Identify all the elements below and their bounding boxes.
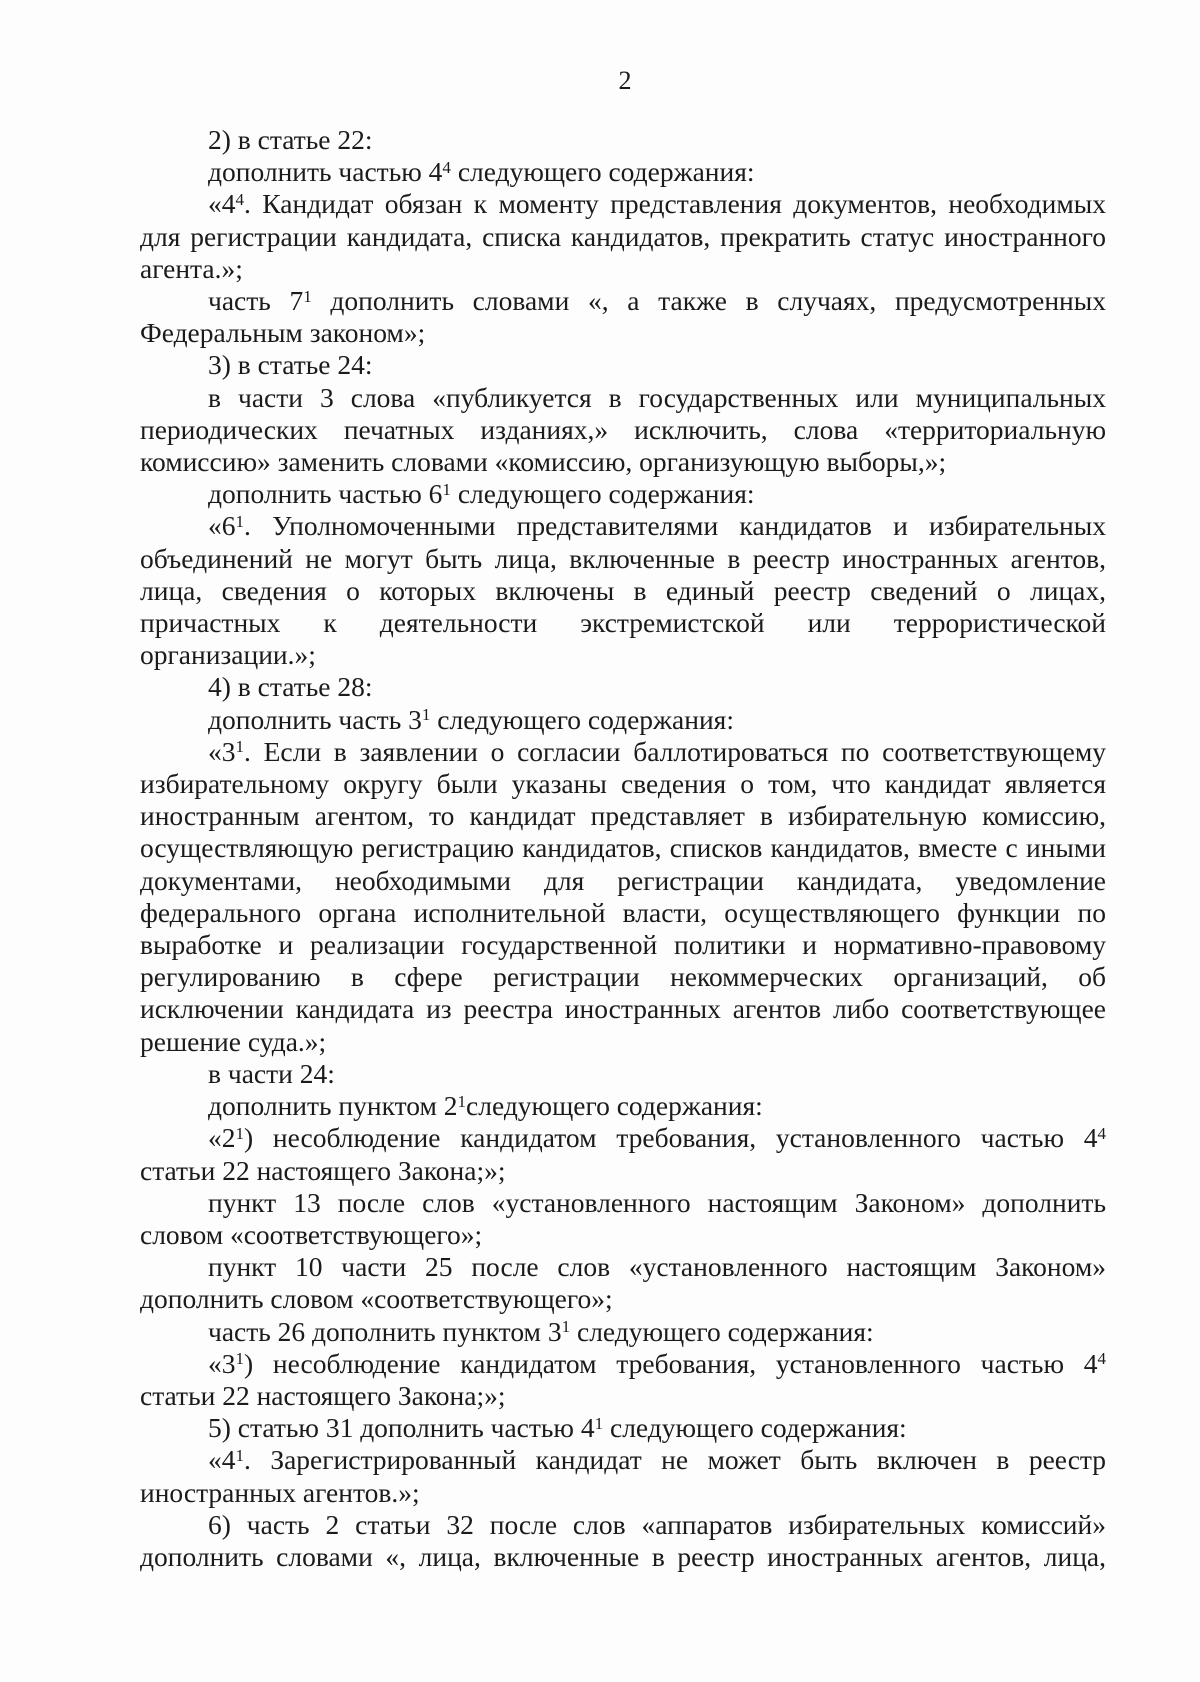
paragraph — [140, 156, 1106, 188]
paragraph-text: . Если в заявлении о согласии баллотироваться по соответствующему избирательному округу были указаны сведения о том, что кандидат является иностранным агентом, то кандидат представляет в избирательную комиссию, осуществляющую регистрацию кандидатов, списков кандидатов, вместе с иными документами, необходимыми для регистрации кандидата, уведомление федерального органа исполнительной власти, осуществляющего функции по выработке и реализации государственной политики и нормативно-правовому регулированию в сфере регистрации некоммерческих организаций, об исключении кандидата из реестра иностранных агентов либо соответствующее решение суда.»; — [140, 735, 1106, 1057]
paragraph — [140, 478, 1106, 510]
page-number: 2 — [618, 66, 632, 95]
superscript-index: 1 — [594, 1413, 604, 1433]
paragraph-text: ) несоблюдение кандидатом требования, установленного частью 4 — [244, 1122, 1098, 1154]
superscript-index: 1 — [235, 737, 245, 757]
document-body — [140, 124, 1106, 1573]
paragraph-text: дополнить частью 4 — [208, 156, 443, 188]
paragraph — [140, 1412, 1106, 1444]
paragraph-text: следующего содержания: — [450, 478, 755, 510]
paragraph — [140, 1509, 1106, 1573]
superscript-index: 1 — [457, 1091, 467, 1111]
paragraph-text: «3 — [208, 1347, 236, 1379]
paragraph — [140, 1444, 1106, 1508]
paragraph-text: пункт 10 части 25 после слов «установленного настоящим Законом» дополнить словом «соответствующего»; — [140, 1251, 1106, 1315]
paragraph-text: 5) статью 31 дополнить частью 4 — [208, 1412, 595, 1444]
paragraph — [140, 1122, 1106, 1186]
superscript-index: 1 — [421, 705, 431, 725]
superscript-index: 1 — [303, 286, 312, 306]
superscript-index: 1 — [235, 511, 245, 531]
superscript-index: 1 — [235, 1349, 245, 1369]
paragraph — [140, 285, 1106, 349]
paragraph — [140, 704, 1106, 736]
paragraph-text: пункт 13 после слов «установленного настоящим Законом» дополнить словом «соответствующего»; — [140, 1186, 1106, 1250]
paragraph — [140, 671, 1106, 703]
paragraph — [140, 124, 1106, 156]
paragraph-text: следующего содержания: — [466, 1090, 763, 1122]
superscript-index: 4 — [1097, 1123, 1106, 1143]
superscript-index: 4 — [442, 157, 451, 177]
paragraph — [140, 188, 1106, 285]
paragraph-text: . Кандидат обязан к моменту представления документов, необходимых для регистрации кандидата, списка кандидатов, прекратить статус иностранного агента.»; — [140, 188, 1106, 284]
paragraph-text: в части 24: — [208, 1057, 335, 1089]
paragraph-text: 4) в статье 28: — [208, 671, 373, 703]
superscript-index: 4 — [235, 189, 245, 209]
superscript-index: 1 — [235, 1123, 245, 1143]
paragraph — [140, 1251, 1106, 1315]
paragraph — [140, 349, 1106, 381]
paragraph-text: следующего содержания: — [450, 156, 755, 188]
paragraph-text: 2) в статье 22: — [208, 124, 373, 155]
paragraph-text: в части 3 слова «публикуется в государственных или муниципальных периодических печатных изданиях,» исключить, слова «территориальную комиссию» заменить словами «комиссию, организующую выборы,»; — [140, 381, 1106, 478]
paragraph-text: следующего содержания: — [430, 703, 734, 735]
paragraph-text: дополнить словами «, а также в случаях, предусмотренных Федеральным законом»; — [140, 285, 1106, 349]
paragraph-text: «4 — [208, 188, 236, 220]
paragraph-text: следующего содержания: — [570, 1315, 874, 1347]
paragraph-text: дополнить частью 6 — [208, 478, 443, 510]
paragraph-text: дополнить пунктом 2 — [208, 1090, 458, 1122]
paragraph-text: следующего содержания: — [603, 1412, 907, 1444]
paragraph-text: часть 7 — [208, 285, 304, 317]
superscript-index: 1 — [561, 1317, 571, 1336]
paragraph-text: часть 26 дополнить пунктом 3 — [208, 1315, 562, 1347]
paragraph-text: ) несоблюдение кандидатом требования, установленного частью 4 — [244, 1347, 1098, 1379]
paragraph-text: . Зарегистрированный кандидат не может быть включен в реестр иностранных агентов.»; — [140, 1444, 1106, 1508]
paragraph — [140, 736, 1106, 1058]
paragraph — [140, 1058, 1106, 1090]
superscript-index: 1 — [235, 1445, 245, 1465]
paragraph-text: 3) в статье 24: — [208, 349, 373, 381]
paragraph — [140, 510, 1106, 671]
paragraph-text: «2 — [208, 1122, 236, 1154]
paragraph-text: «4 — [208, 1444, 236, 1476]
paragraph-text: . Уполномоченными представителями кандидатов и избирательных объединений не могут быть лица, включенные в реестр иностранных агентов, лица, сведения о которых включены в единый реестр сведений о лицах, причастных к деятельности экстремистской или террористической организации.»; — [140, 510, 1106, 671]
paragraph-text: 6) часть 2 статьи 32 после слов «аппаратов избирательных комиссий» дополнить словами «, лица, включенные в реестр иностранных агентов, лица, — [140, 1508, 1106, 1572]
paragraph-text: «3 — [208, 735, 236, 767]
superscript-index: 1 — [442, 479, 451, 499]
paragraph — [140, 382, 1106, 479]
paragraph-text: дополнить часть 3 — [208, 703, 422, 735]
paragraph-text: «6 — [208, 510, 236, 542]
paragraph-text: статьи 22 настоящего Закона;»; — [140, 1154, 506, 1186]
paragraph — [140, 1187, 1106, 1251]
paragraph — [140, 1090, 1106, 1122]
paragraph — [140, 1316, 1106, 1348]
paragraph-text: статьи 22 настоящего Закона;»; — [140, 1379, 506, 1411]
superscript-index: 4 — [1097, 1349, 1106, 1369]
paragraph — [140, 1348, 1106, 1412]
